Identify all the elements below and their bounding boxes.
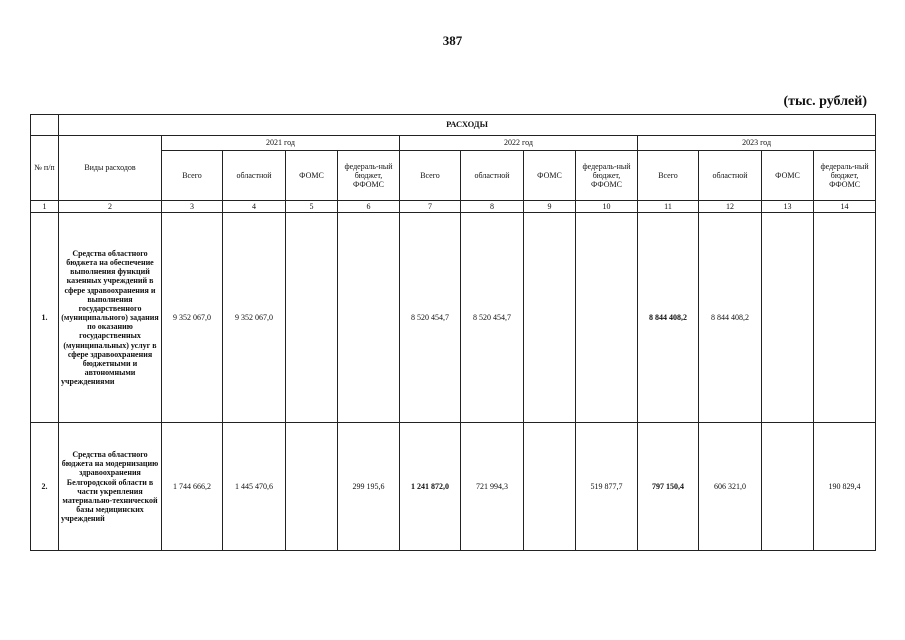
value-cell: 8 844 408,2 bbox=[638, 213, 699, 423]
column-number: 11 bbox=[638, 201, 699, 213]
value-cell: 8 520 454,7 bbox=[400, 213, 461, 423]
value-cell: 299 195,6 bbox=[338, 423, 400, 551]
column-number-row bbox=[31, 201, 876, 213]
col-header-total-2021: Всего bbox=[162, 151, 223, 201]
col-header-regional-2022: областной bbox=[461, 151, 524, 201]
col-header-regional-2023: областной bbox=[699, 151, 762, 201]
year-2022-header: 2022 год bbox=[400, 136, 638, 151]
value-cell: 606 321,0 bbox=[699, 423, 762, 551]
col-header-foms-2021: ФОМС bbox=[286, 151, 338, 201]
value-cell bbox=[814, 213, 876, 423]
column-number: 14 bbox=[814, 201, 876, 213]
value-cell bbox=[524, 213, 576, 423]
column-number: 10 bbox=[576, 201, 638, 213]
value-cell bbox=[762, 423, 814, 551]
value-cell bbox=[524, 423, 576, 551]
value-cell bbox=[286, 423, 338, 551]
col-header-total-2023: Всего bbox=[638, 151, 699, 201]
column-number: 3 bbox=[162, 201, 223, 213]
col-header-regional-2021: областной bbox=[223, 151, 286, 201]
value-cell: 8 520 454,7 bbox=[461, 213, 524, 423]
column-number: 13 bbox=[762, 201, 814, 213]
blank-corner-cell bbox=[31, 115, 59, 136]
value-cell: 519 877,7 bbox=[576, 423, 638, 551]
value-cell bbox=[286, 213, 338, 423]
value-cell: 9 352 067,0 bbox=[162, 213, 223, 423]
value-cell: 797 150,4 bbox=[638, 423, 699, 551]
col-header-total-2022: Всего bbox=[400, 151, 461, 201]
value-cell: 1 445 470,6 bbox=[223, 423, 286, 551]
value-cell: 1 744 666,2 bbox=[162, 423, 223, 551]
year-2023-header: 2023 год bbox=[638, 136, 876, 151]
column-number: 7 bbox=[400, 201, 461, 213]
row-number: 1. bbox=[31, 213, 59, 423]
type-header: Виды расходов bbox=[59, 136, 162, 201]
column-number: 9 bbox=[524, 201, 576, 213]
value-cell: 9 352 067,0 bbox=[223, 213, 286, 423]
value-cell: 721 994,3 bbox=[461, 423, 524, 551]
value-cell: 8 844 408,2 bbox=[699, 213, 762, 423]
column-number: 6 bbox=[338, 201, 400, 213]
value-cell bbox=[762, 213, 814, 423]
units-label: (тыс. рублей) bbox=[783, 94, 867, 109]
column-number: 2 bbox=[59, 201, 162, 213]
column-number: 1 bbox=[31, 201, 59, 213]
value-cell bbox=[338, 213, 400, 423]
col-header-foms-2022: ФОМС bbox=[524, 151, 576, 201]
expense-type: Средства областного бюджета на обеспечение выполнения функций казенных учреждений в сфере здравоохранения и выполнения государственного (муниципального) задания по оказанию государственных (муниципальных) услуг в сфере здравоохранения бюджетными и автономными учреждениями bbox=[59, 213, 162, 423]
num-header: № п/п bbox=[31, 136, 59, 201]
col-header-federal-2022: федераль-ный бюджет, ФФОМС bbox=[576, 151, 638, 201]
expenses-header: РАСХОДЫ bbox=[59, 115, 876, 136]
value-cell: 190 829,4 bbox=[814, 423, 876, 551]
value-cell bbox=[576, 213, 638, 423]
column-number: 12 bbox=[699, 201, 762, 213]
expenses-table bbox=[30, 114, 876, 551]
row-number: 2. bbox=[31, 423, 59, 551]
table-row bbox=[31, 423, 876, 551]
col-header-foms-2023: ФОМС bbox=[762, 151, 814, 201]
year-2021-header: 2021 год bbox=[162, 136, 400, 151]
col-header-federal-2023: федераль-ный бюджет, ФФОМС bbox=[814, 151, 876, 201]
column-number: 5 bbox=[286, 201, 338, 213]
column-number: 8 bbox=[461, 201, 524, 213]
page-number: 387 bbox=[442, 33, 463, 48]
expense-type: Средства областного бюджета на модернизацию здравоохранения Белгородской области в части укрепления материально-технической базы медицинских учреждений bbox=[59, 423, 162, 551]
table-row bbox=[31, 213, 876, 423]
column-number: 4 bbox=[223, 201, 286, 213]
value-cell: 1 241 872,0 bbox=[400, 423, 461, 551]
col-header-federal-2021: федераль-ный бюджет, ФФОМС bbox=[338, 151, 400, 201]
